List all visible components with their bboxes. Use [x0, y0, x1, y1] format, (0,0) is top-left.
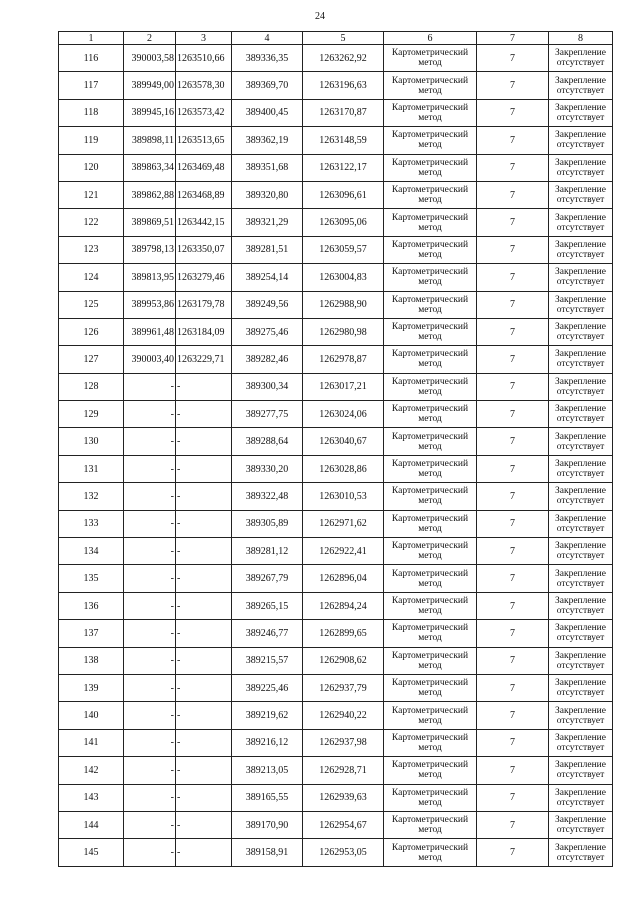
cell-point-number: 124 — [59, 264, 124, 291]
cell-accuracy: 7 — [477, 209, 549, 236]
cell-old-y: - — [176, 729, 232, 756]
table-row — [59, 510, 613, 537]
cell-new-x: 389277,75 — [232, 401, 303, 428]
cell-new-y: 1262899,65 — [303, 620, 384, 647]
table-row — [59, 428, 613, 455]
cell-point-number: 134 — [59, 538, 124, 565]
cell-accuracy: 7 — [477, 291, 549, 318]
cell-new-x: 389265,15 — [232, 592, 303, 619]
cell-fixing: Закрепление отсутствует — [549, 702, 613, 729]
cell-method: Картометрический метод — [384, 757, 477, 784]
table-row — [59, 264, 613, 291]
header-cell-1: 1 — [59, 32, 124, 45]
cell-new-y: 1263017,21 — [303, 373, 384, 400]
cell-new-y: 1262922,41 — [303, 538, 384, 565]
header-cell-8: 8 — [549, 32, 613, 45]
cell-accuracy: 7 — [477, 45, 549, 72]
table-row — [59, 209, 613, 236]
cell-old-x: 390003,40 — [124, 346, 176, 373]
cell-old-x: 389863,34 — [124, 154, 176, 181]
table-row — [59, 127, 613, 154]
cell-method: Картометрический метод — [384, 127, 477, 154]
cell-fixing: Закрепление отсутствует — [549, 729, 613, 756]
cell-old-x: - — [124, 538, 176, 565]
cell-accuracy: 7 — [477, 236, 549, 263]
cell-new-y: 1262937,98 — [303, 729, 384, 756]
cell-new-y: 1263170,87 — [303, 99, 384, 126]
cell-point-number: 125 — [59, 291, 124, 318]
cell-old-x: - — [124, 757, 176, 784]
cell-new-y: 1263122,17 — [303, 154, 384, 181]
cell-old-x: - — [124, 401, 176, 428]
cell-point-number: 135 — [59, 565, 124, 592]
table-body — [59, 32, 613, 867]
cell-accuracy: 7 — [477, 72, 549, 99]
cell-new-x: 389330,20 — [232, 455, 303, 482]
cell-fixing: Закрепление отсутствует — [549, 401, 613, 428]
table-row — [59, 647, 613, 674]
cell-fixing: Закрепление отсутствует — [549, 811, 613, 838]
cell-method: Картометрический метод — [384, 839, 477, 866]
cell-old-y: - — [176, 620, 232, 647]
table-row — [59, 45, 613, 72]
cell-old-y: - — [176, 373, 232, 400]
cell-accuracy: 7 — [477, 538, 549, 565]
cell-new-y: 1263024,06 — [303, 401, 384, 428]
cell-fixing: Закрепление отсутствует — [549, 483, 613, 510]
cell-fixing: Закрепление отсутствует — [549, 45, 613, 72]
cell-new-y: 1262971,62 — [303, 510, 384, 537]
cell-point-number: 139 — [59, 674, 124, 701]
cell-method: Картометрический метод — [384, 729, 477, 756]
cell-accuracy: 7 — [477, 510, 549, 537]
header-cell-6: 6 — [384, 32, 477, 45]
cell-accuracy: 7 — [477, 757, 549, 784]
cell-accuracy: 7 — [477, 592, 549, 619]
cell-old-y: - — [176, 401, 232, 428]
cell-new-y: 1263095,06 — [303, 209, 384, 236]
cell-new-x: 389170,90 — [232, 811, 303, 838]
cell-new-y: 1262978,87 — [303, 346, 384, 373]
cell-new-y: 1263096,61 — [303, 181, 384, 208]
cell-new-y: 1263040,67 — [303, 428, 384, 455]
cell-accuracy: 7 — [477, 729, 549, 756]
cell-old-y: 1263229,71 — [176, 346, 232, 373]
header-cell-4: 4 — [232, 32, 303, 45]
cell-accuracy: 7 — [477, 620, 549, 647]
cell-method: Картометрический метод — [384, 236, 477, 263]
cell-accuracy: 7 — [477, 401, 549, 428]
cell-old-y: - — [176, 784, 232, 811]
cell-method: Картометрический метод — [384, 455, 477, 482]
cell-new-y: 1262908,62 — [303, 647, 384, 674]
cell-old-y: - — [176, 483, 232, 510]
cell-old-y: - — [176, 647, 232, 674]
cell-new-x: 389281,51 — [232, 236, 303, 263]
cell-old-x: 389961,48 — [124, 318, 176, 345]
cell-old-y: - — [176, 565, 232, 592]
cell-new-x: 389322,48 — [232, 483, 303, 510]
cell-method: Картометрический метод — [384, 510, 477, 537]
table-row — [59, 318, 613, 345]
cell-point-number: 143 — [59, 784, 124, 811]
cell-new-x: 389400,45 — [232, 99, 303, 126]
cell-accuracy: 7 — [477, 483, 549, 510]
cell-new-x: 389158,91 — [232, 839, 303, 866]
cell-old-y: - — [176, 674, 232, 701]
cell-new-x: 389281,12 — [232, 538, 303, 565]
cell-old-y: 1263442,15 — [176, 209, 232, 236]
cell-old-x: - — [124, 592, 176, 619]
cell-method: Картометрический метод — [384, 209, 477, 236]
table-row — [59, 729, 613, 756]
cell-new-y: 1262939,63 — [303, 784, 384, 811]
cell-point-number: 137 — [59, 620, 124, 647]
cell-accuracy: 7 — [477, 674, 549, 701]
cell-old-y: - — [176, 702, 232, 729]
cell-fixing: Закрепление отсутствует — [549, 510, 613, 537]
cell-method: Картометрический метод — [384, 483, 477, 510]
cell-fixing: Закрепление отсутствует — [549, 127, 613, 154]
cell-accuracy: 7 — [477, 346, 549, 373]
cell-old-x: - — [124, 510, 176, 537]
cell-new-x: 389282,46 — [232, 346, 303, 373]
cell-new-x: 389254,14 — [232, 264, 303, 291]
cell-point-number: 127 — [59, 346, 124, 373]
cell-old-y: 1263179,78 — [176, 291, 232, 318]
cell-old-y: - — [176, 839, 232, 866]
cell-method: Картометрический метод — [384, 154, 477, 181]
cell-point-number: 128 — [59, 373, 124, 400]
cell-method: Картометрический метод — [384, 72, 477, 99]
cell-accuracy: 7 — [477, 811, 549, 838]
cell-accuracy: 7 — [477, 154, 549, 181]
cell-old-x: - — [124, 483, 176, 510]
cell-fixing: Закрепление отсутствует — [549, 264, 613, 291]
cell-old-y: 1263513,65 — [176, 127, 232, 154]
cell-method: Картометрический метод — [384, 620, 477, 647]
cell-point-number: 136 — [59, 592, 124, 619]
cell-accuracy: 7 — [477, 784, 549, 811]
cell-old-y: - — [176, 428, 232, 455]
table-row — [59, 373, 613, 400]
cell-new-x: 389369,70 — [232, 72, 303, 99]
cell-old-x: 389798,13 — [124, 236, 176, 263]
cell-new-y: 1263148,59 — [303, 127, 384, 154]
cell-fixing: Закрепление отсутствует — [549, 784, 613, 811]
cell-new-x: 389288,64 — [232, 428, 303, 455]
cell-old-y: 1263510,66 — [176, 45, 232, 72]
cell-method: Картометрический метод — [384, 318, 477, 345]
cell-fixing: Закрепление отсутствует — [549, 757, 613, 784]
cell-new-x: 389305,89 — [232, 510, 303, 537]
cell-new-y: 1262953,05 — [303, 839, 384, 866]
cell-new-x: 389246,77 — [232, 620, 303, 647]
header-cell-3: 3 — [176, 32, 232, 45]
cell-old-x: - — [124, 674, 176, 701]
cell-fixing: Закрепление отсутствует — [549, 291, 613, 318]
table-row — [59, 757, 613, 784]
cell-fixing: Закрепление отсутствует — [549, 154, 613, 181]
cell-method: Картометрический метод — [384, 346, 477, 373]
cell-point-number: 130 — [59, 428, 124, 455]
cell-method: Картометрический метод — [384, 702, 477, 729]
cell-accuracy: 7 — [477, 428, 549, 455]
cell-method: Картометрический метод — [384, 181, 477, 208]
table-row — [59, 236, 613, 263]
table-row — [59, 565, 613, 592]
cell-new-x: 389320,80 — [232, 181, 303, 208]
table-row — [59, 154, 613, 181]
cell-old-y: 1263578,30 — [176, 72, 232, 99]
cell-new-y: 1262940,22 — [303, 702, 384, 729]
cell-old-y: 1263469,48 — [176, 154, 232, 181]
cell-method: Картометрический метод — [384, 674, 477, 701]
cell-new-x: 389216,12 — [232, 729, 303, 756]
cell-method: Картометрический метод — [384, 592, 477, 619]
table-row — [59, 181, 613, 208]
cell-point-number: 121 — [59, 181, 124, 208]
cell-fixing: Закрепление отсутствует — [549, 236, 613, 263]
table-row — [59, 839, 613, 866]
cell-old-y: - — [176, 757, 232, 784]
cell-method: Картометрический метод — [384, 99, 477, 126]
cell-method: Картометрический метод — [384, 45, 477, 72]
header-cell-2: 2 — [124, 32, 176, 45]
cell-new-y: 1262937,79 — [303, 674, 384, 701]
table-row — [59, 291, 613, 318]
cell-new-y: 1262928,71 — [303, 757, 384, 784]
cell-new-x: 389275,46 — [232, 318, 303, 345]
table-row — [59, 538, 613, 565]
cell-fixing: Закрепление отсутствует — [549, 72, 613, 99]
cell-accuracy: 7 — [477, 702, 549, 729]
cell-point-number: 140 — [59, 702, 124, 729]
cell-new-y: 1263028,86 — [303, 455, 384, 482]
header-cell-5: 5 — [303, 32, 384, 45]
cell-old-y: 1263184,09 — [176, 318, 232, 345]
cell-old-y: 1263350,07 — [176, 236, 232, 263]
table-row — [59, 784, 613, 811]
cell-fixing: Закрепление отсутствует — [549, 620, 613, 647]
cell-old-x: - — [124, 373, 176, 400]
cell-old-y: - — [176, 811, 232, 838]
cell-method: Картометрический метод — [384, 264, 477, 291]
cell-fixing: Закрепление отсутствует — [549, 209, 613, 236]
table-row — [59, 483, 613, 510]
cell-point-number: 144 — [59, 811, 124, 838]
cell-point-number: 131 — [59, 455, 124, 482]
cell-old-x: - — [124, 784, 176, 811]
cell-new-y: 1263262,92 — [303, 45, 384, 72]
cell-new-y: 1262988,90 — [303, 291, 384, 318]
cell-point-number: 133 — [59, 510, 124, 537]
cell-new-x: 389336,35 — [232, 45, 303, 72]
cell-point-number: 117 — [59, 72, 124, 99]
table-row — [59, 620, 613, 647]
cell-old-x: - — [124, 455, 176, 482]
cell-old-y: - — [176, 510, 232, 537]
cell-method: Картометрический метод — [384, 538, 477, 565]
cell-point-number: 116 — [59, 45, 124, 72]
cell-fixing: Закрепление отсутствует — [549, 181, 613, 208]
cell-fixing: Закрепление отсутствует — [549, 373, 613, 400]
cell-method: Картометрический метод — [384, 373, 477, 400]
cell-new-x: 389225,46 — [232, 674, 303, 701]
cell-point-number: 138 — [59, 647, 124, 674]
cell-new-x: 389321,29 — [232, 209, 303, 236]
cell-fixing: Закрепление отсутствует — [549, 428, 613, 455]
cell-accuracy: 7 — [477, 647, 549, 674]
cell-old-y: - — [176, 455, 232, 482]
cell-old-y: 1263468,89 — [176, 181, 232, 208]
cell-fixing: Закрепление отсутствует — [549, 455, 613, 482]
table-row — [59, 401, 613, 428]
page-number: 24 — [315, 11, 325, 22]
cell-new-y: 1262954,67 — [303, 811, 384, 838]
cell-point-number: 132 — [59, 483, 124, 510]
cell-fixing: Закрепление отсутствует — [549, 674, 613, 701]
cell-point-number: 145 — [59, 839, 124, 866]
cell-old-x: 389949,00 — [124, 72, 176, 99]
cell-old-y: 1263573,42 — [176, 99, 232, 126]
cell-old-x: 389953,86 — [124, 291, 176, 318]
cell-point-number: 126 — [59, 318, 124, 345]
cell-fixing: Закрепление отсутствует — [549, 538, 613, 565]
cell-old-x: - — [124, 702, 176, 729]
cell-new-y: 1263196,63 — [303, 72, 384, 99]
cell-new-y: 1262896,04 — [303, 565, 384, 592]
cell-old-y: - — [176, 538, 232, 565]
cell-point-number: 122 — [59, 209, 124, 236]
cell-fixing: Закрепление отсутствует — [549, 647, 613, 674]
cell-old-x: 389945,16 — [124, 99, 176, 126]
cell-old-x: - — [124, 620, 176, 647]
cell-old-x: 389869,51 — [124, 209, 176, 236]
cell-point-number: 120 — [59, 154, 124, 181]
cell-old-x: - — [124, 839, 176, 866]
cell-accuracy: 7 — [477, 373, 549, 400]
cell-fixing: Закрепление отсутствует — [549, 565, 613, 592]
cell-new-y: 1263059,57 — [303, 236, 384, 263]
cell-method: Картометрический метод — [384, 428, 477, 455]
cell-point-number: 141 — [59, 729, 124, 756]
cell-new-y: 1262894,24 — [303, 592, 384, 619]
cell-old-y: 1263279,46 — [176, 264, 232, 291]
cell-new-x: 389267,79 — [232, 565, 303, 592]
cell-accuracy: 7 — [477, 565, 549, 592]
table-header-row — [59, 32, 613, 45]
cell-point-number: 142 — [59, 757, 124, 784]
cell-method: Картометрический метод — [384, 811, 477, 838]
cell-new-y: 1263004,83 — [303, 264, 384, 291]
cell-new-x: 389215,57 — [232, 647, 303, 674]
cell-point-number: 123 — [59, 236, 124, 263]
cell-fixing: Закрепление отсутствует — [549, 318, 613, 345]
cell-old-x: 389862,88 — [124, 181, 176, 208]
cell-fixing: Закрепление отсутствует — [549, 99, 613, 126]
cell-method: Картометрический метод — [384, 647, 477, 674]
cell-accuracy: 7 — [477, 839, 549, 866]
cell-point-number: 118 — [59, 99, 124, 126]
cell-method: Картометрический метод — [384, 784, 477, 811]
table-row — [59, 702, 613, 729]
cell-old-x: 389898,11 — [124, 127, 176, 154]
table-row — [59, 346, 613, 373]
cell-fixing: Закрепление отсутствует — [549, 346, 613, 373]
cell-new-x: 389249,56 — [232, 291, 303, 318]
cell-new-y: 1263010,53 — [303, 483, 384, 510]
cell-old-y: - — [176, 592, 232, 619]
cell-new-y: 1262980,98 — [303, 318, 384, 345]
table-row — [59, 674, 613, 701]
cell-new-x: 389362,19 — [232, 127, 303, 154]
cell-fixing: Закрепление отсутствует — [549, 592, 613, 619]
cell-point-number: 129 — [59, 401, 124, 428]
cell-accuracy: 7 — [477, 181, 549, 208]
cell-new-x: 389351,68 — [232, 154, 303, 181]
cell-point-number: 119 — [59, 127, 124, 154]
cell-fixing: Закрепление отсутствует — [549, 839, 613, 866]
cell-method: Картометрический метод — [384, 565, 477, 592]
cell-accuracy: 7 — [477, 99, 549, 126]
cell-accuracy: 7 — [477, 318, 549, 345]
header-cell-7: 7 — [477, 32, 549, 45]
cell-accuracy: 7 — [477, 264, 549, 291]
cell-new-x: 389219,62 — [232, 702, 303, 729]
cell-old-x: - — [124, 729, 176, 756]
cell-new-x: 389213,05 — [232, 757, 303, 784]
cell-accuracy: 7 — [477, 127, 549, 154]
cell-new-x: 389165,55 — [232, 784, 303, 811]
table-row — [59, 592, 613, 619]
cell-old-x: - — [124, 811, 176, 838]
table-row — [59, 811, 613, 838]
cell-method: Картометрический метод — [384, 401, 477, 428]
cell-old-x: - — [124, 428, 176, 455]
table-row — [59, 99, 613, 126]
table-row — [59, 72, 613, 99]
cell-accuracy: 7 — [477, 455, 549, 482]
cell-old-x: 389813,95 — [124, 264, 176, 291]
table-row — [59, 455, 613, 482]
cell-method: Картометрический метод — [384, 291, 477, 318]
cell-new-x: 389300,34 — [232, 373, 303, 400]
cell-old-x: 390003,58 — [124, 45, 176, 72]
cell-old-x: - — [124, 647, 176, 674]
cell-old-x: - — [124, 565, 176, 592]
coordinates-table — [58, 31, 613, 867]
